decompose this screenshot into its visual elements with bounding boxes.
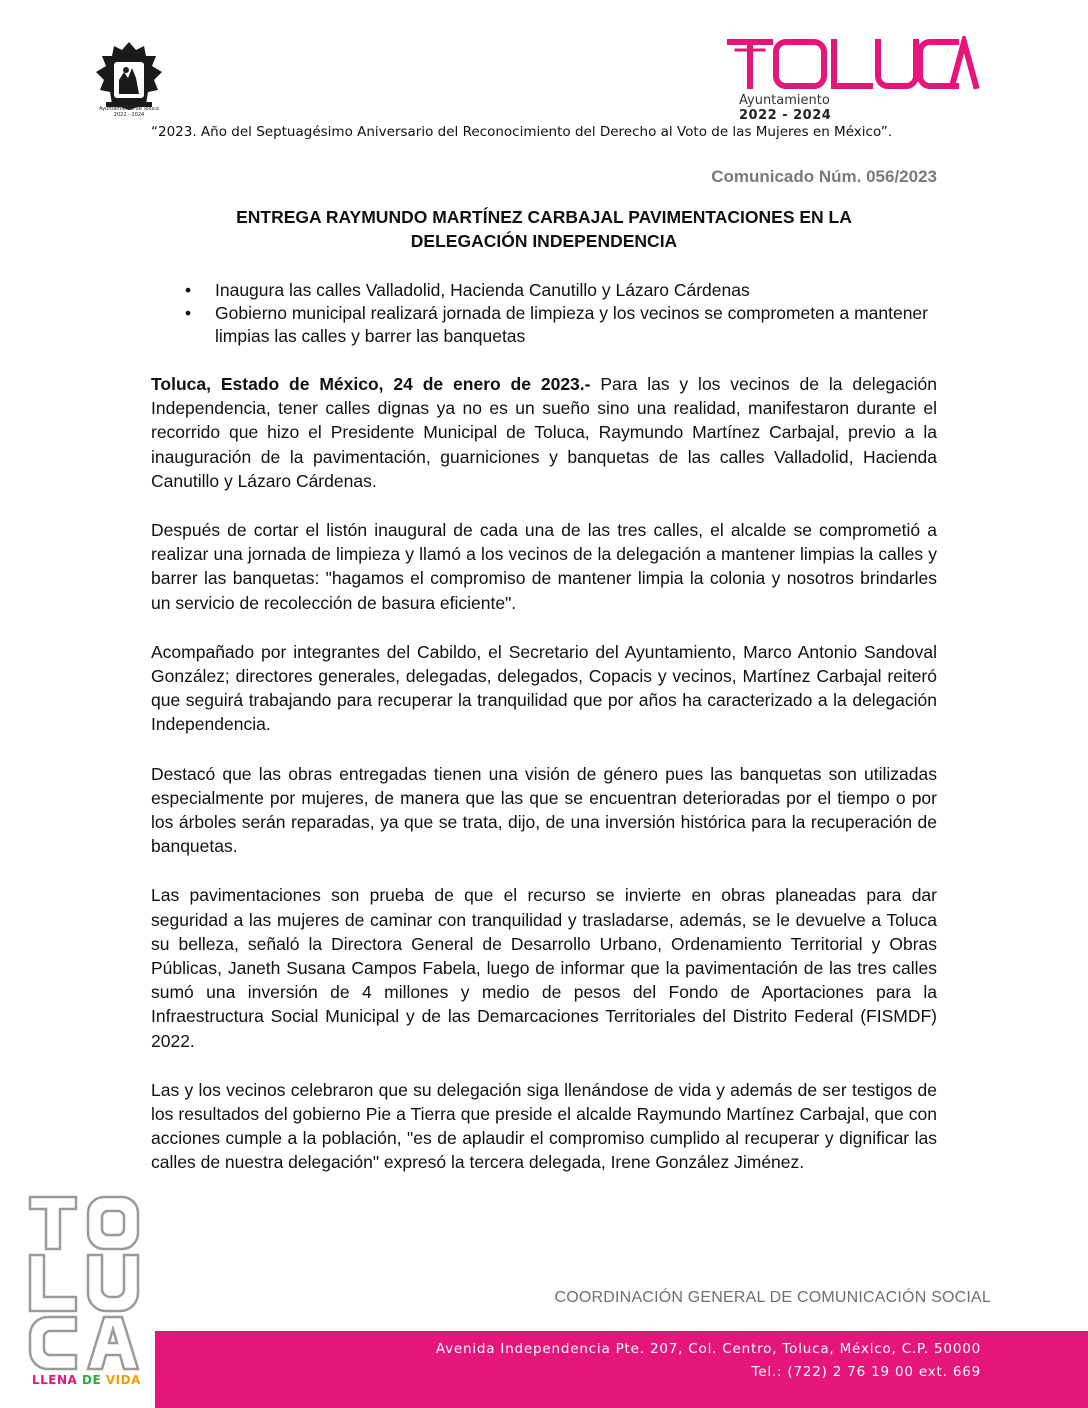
headline — [151, 205, 937, 253]
tagline-word: VIDA — [105, 1373, 141, 1387]
paragraph — [151, 372, 937, 493]
toluca-logo — [726, 36, 982, 92]
office-address: Avenida Independencia Pte. 207, Col. Centro, Toluca, México, C.P. 50000 — [435, 1341, 981, 1357]
list-item — [151, 279, 937, 302]
bullet-dot: • — [185, 280, 192, 300]
bullet-dot: • — [185, 303, 192, 323]
headline-line2: DELEGACIÓN INDEPENDENCIA — [410, 231, 678, 251]
paragraph: Después de cortar el listón inaugural de cada una de las tres calles, el alcalde se comprometió a realizar una jornada de limpieza y llamó a los vecinos de la delegación a mantener limpias la calles y barrer las banquetas: "hagamos el compromiso de mantener limpia la colonia y nosotros brindarles un servicio de recolección de basura eficiente". — [151, 520, 937, 613]
tagline-word: DE — [82, 1373, 102, 1387]
office-name: COORDINACIÓN GENERAL DE COMUNICACIÓN SOCIAL — [554, 1289, 991, 1306]
summary-bullets — [151, 279, 937, 348]
footer-toluca-logo — [26, 1193, 142, 1371]
paragraph: Destacó que las obras entregadas tienen una visión de género pues las banquetas son utilizadas especialmente por mujeres, de manera que las que se encuentran deterioradas por el tiempo o por los árboles serán reparadas, ya que se trata, dijo, de una inversión histórica para la recuperación de banquetas. — [151, 763, 937, 857]
paragraph: Acompañado por integrantes del Cabildo, el Secretario del Ayuntamiento, Marco Antonio Sandoval González; directores generales, delegadas, delegados, Copacis y vecinos, Martínez Carbajal reiteró que seguirá trabajando para recuperar la tranquilidad que por años ha caracterizado a la delegación Independencia. — [151, 641, 937, 735]
seal-caption-line2: 2022 - 2024 — [113, 112, 145, 118]
office-phone: Tel.: (722) 2 76 19 00 ext. 669 — [751, 1364, 981, 1380]
seal-caption — [84, 106, 174, 118]
paragraph: Las pavimentaciones son prueba de que el recurso se invierte en obras planeadas para dar seguridad a las mujeres de caminar con tranquilidad y trasladarse, además, se le devuelve a Toluca su belleza, señaló la Directora General de Desarrollo Urbano, Ordenamiento Territorial y Obras Públicas, Janeth Susana Campos Fabela, luego de informar que la pavimentación de las tres calles sumó una inversión de 4 millones y medio de pesos del Fondo de Aportaciones para la Infraestructura Social Municipal y de las Demarcaciones Territoriales del Distrito Federal (FISMDF) 2022. — [151, 885, 937, 1051]
tagline — [32, 1373, 141, 1387]
ayuntamiento-years: 2022 - 2024 — [739, 108, 832, 123]
list-item — [151, 302, 937, 348]
dateline: Toluca, Estado de México, 24 de enero de 2023.- — [151, 374, 591, 394]
bullet-text: Gobierno municipal realizará jornada de limpieza y los vecinos se comprometen a mantener limpias las calles y barrer las banquetas — [215, 303, 928, 346]
release-number: Comunicado Núm. 056/2023 — [711, 167, 937, 186]
headline-line1: ENTREGA RAYMUNDO MARTÍNEZ CARBAJAL PAVIMENTACIONES EN LA — [236, 207, 852, 227]
paragraph: Las y los vecinos celebraron que su delegación siga llenándose de vida y además de ser testigos de los resultados del gobierno Pie a Tierra que preside el alcalde Raymundo Martínez Carbajal, que con acciones cumple a la población, "es de aplaudir el compromiso cumplido al recuperar y dignificar las calles de nuestra delegación" expresó la tercera delegada, Irene González Jiménez. — [151, 1079, 937, 1173]
ayuntamiento-label: Ayuntamiento — [739, 93, 830, 108]
year-motto: “2023. Año del Septuagésimo Aniversario del Reconocimiento del Derecho al Voto de las Mujeres en México”. — [151, 124, 893, 140]
bullet-text: Inaugura las calles Valladolid, Hacienda Canutillo y Lázaro Cárdenas — [215, 280, 750, 300]
paragraph-text: Para las y los vecinos de la delegación Independencia, tener calles dignas ya no es un sueño sino una realidad, manifestaron durante el recorrido que hizo el Presidente Municipal de Toluca, Raymundo Martínez Carbajal, previo a la inauguración de la pavimentación, guarniciones y banquetas de las calles Valladolid, Hacienda Canutillo y Lázaro Cárdenas. — [151, 374, 937, 491]
article-body — [151, 372, 937, 1200]
tagline-word: LLENA — [32, 1373, 78, 1387]
seal-caption-line1: Ayuntamiento de Toluca — [99, 106, 159, 112]
